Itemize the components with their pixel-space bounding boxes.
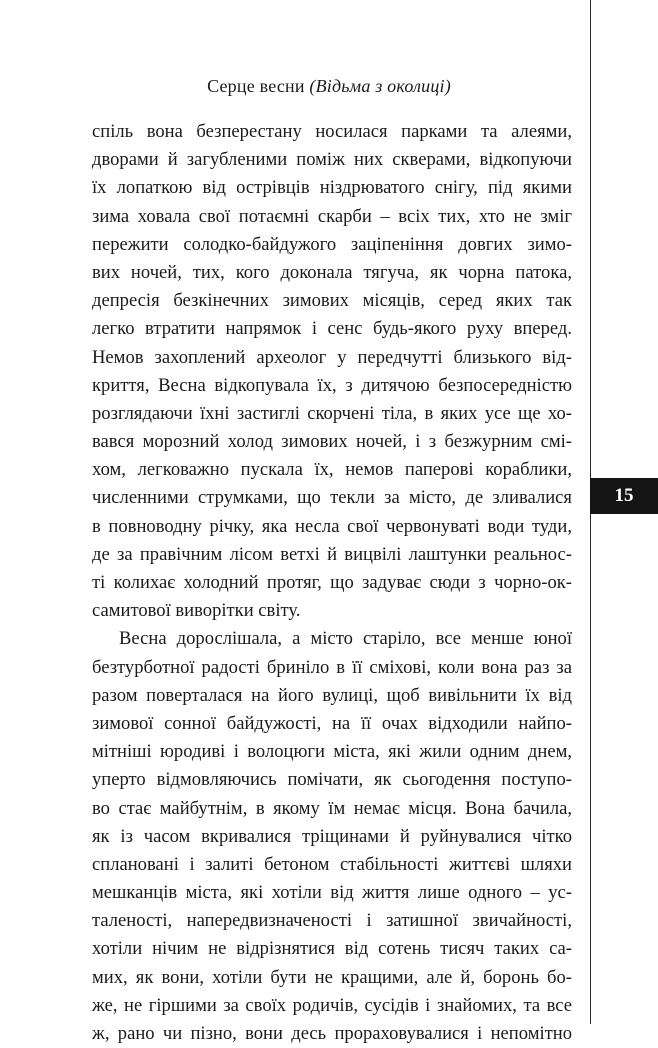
text-line: самитової виворітки світу. (92, 600, 301, 622)
text-line: як із часом вкривалися тріщинами й руйнувалися чітко (92, 825, 572, 847)
text-line: Весна дорослішала, а місто старіло, все менше юної (119, 628, 572, 650)
text-line: разом поверталася на його вулиці, щоб вивільнити їх від (92, 684, 572, 706)
page-number: 15 (614, 485, 634, 506)
text-line: ж, рано чи пізно, вони десь прораховувалися і непомітно (92, 1023, 572, 1044)
text-line: легко втратити напрямок і сенс будь-якого руху вперед. (92, 318, 572, 340)
text-line: мітніші юродиві і волоцюги міста, які жили одним днем, (92, 741, 572, 763)
text-line: во стає майбутнім, в якому їм немає місця. Вона бачила, (92, 797, 572, 819)
text-line: сплановані і залиті бетоном стабільності життєві шляхи (92, 853, 572, 875)
text-line: спіль вона безперестану носилася парками та алеями, (92, 121, 572, 142)
text-line: зимової сонної байдужості, на її очах відходили найпо- (92, 712, 572, 734)
text-line: хотіли нічим не відрізнятися від сотень тисяч таких са- (92, 938, 572, 960)
text-line: розглядаючи їхні застиглі скорчені тіла, в яких усе ще хо- (92, 402, 572, 424)
text-line: ті колихає холодний протяг, що задуває сюди з чорно-ок- (92, 572, 572, 593)
text-line: безтурботної радості бриніло в її сміхові, коли вона раз за (92, 656, 572, 678)
page-number-tab (590, 478, 658, 514)
text-line: зима ховала свої потаємні скарби – всіх тих, хто не зміг (92, 205, 572, 227)
text-line: дворами й загубленими поміж них скверами, відкопуючи (92, 149, 572, 171)
running-header (0, 74, 658, 98)
text-line: депресія безкінечних зимових місяців, серед яких так (92, 290, 572, 312)
text-line: таленості, напередвизначеності і затишної звичайності, (92, 910, 572, 932)
text-line: вих ночей, тих, кого доконала тягуча, як чорна патока, (92, 261, 572, 283)
text-line: же, не гіршими за своїх родичів, сусідів і знайомих, та все (92, 994, 572, 1016)
paragraph (92, 625, 572, 1048)
text-line: мих, як вони, хотіли бути не кращими, але й, боронь бо- (92, 966, 572, 988)
book-title: Серце весни (207, 76, 305, 96)
text-line: їх лопаткою від острівців ніздрюватого снігу, під якими (92, 177, 572, 199)
text-line: в повноводну річку, яка несла свої червонуваті води туди, (92, 515, 572, 537)
text-line: хом, легковажно пускала їх, немов паперові кораблики, (92, 459, 572, 481)
text-line: Немов захоплений археолог у передчутті близького від- (92, 346, 572, 368)
text-line: де за правічним лісом ветхі й вицвілі лаштунки реальнос- (92, 543, 572, 565)
text-line: пережити солодко-байдужого заціпеніння довгих зимо- (92, 233, 572, 255)
paragraph (92, 118, 572, 625)
body-text (92, 118, 572, 1048)
text-line: численними струмками, що текли за місто, де зливалися (92, 487, 572, 509)
text-line: уперто відмовляючись помічати, як сьогодення поступо- (92, 769, 572, 791)
text-line: криття, Весна відкопувала їх, з дитячою безпосередністю (92, 374, 572, 396)
text-line: вався морозний холод зимових ночей, і з безжурним смі- (92, 431, 572, 453)
text-line: мешканців міста, які хотіли від життя лише одного – ус- (92, 882, 572, 904)
book-subtitle: (Відьма з околиці) (309, 76, 451, 96)
